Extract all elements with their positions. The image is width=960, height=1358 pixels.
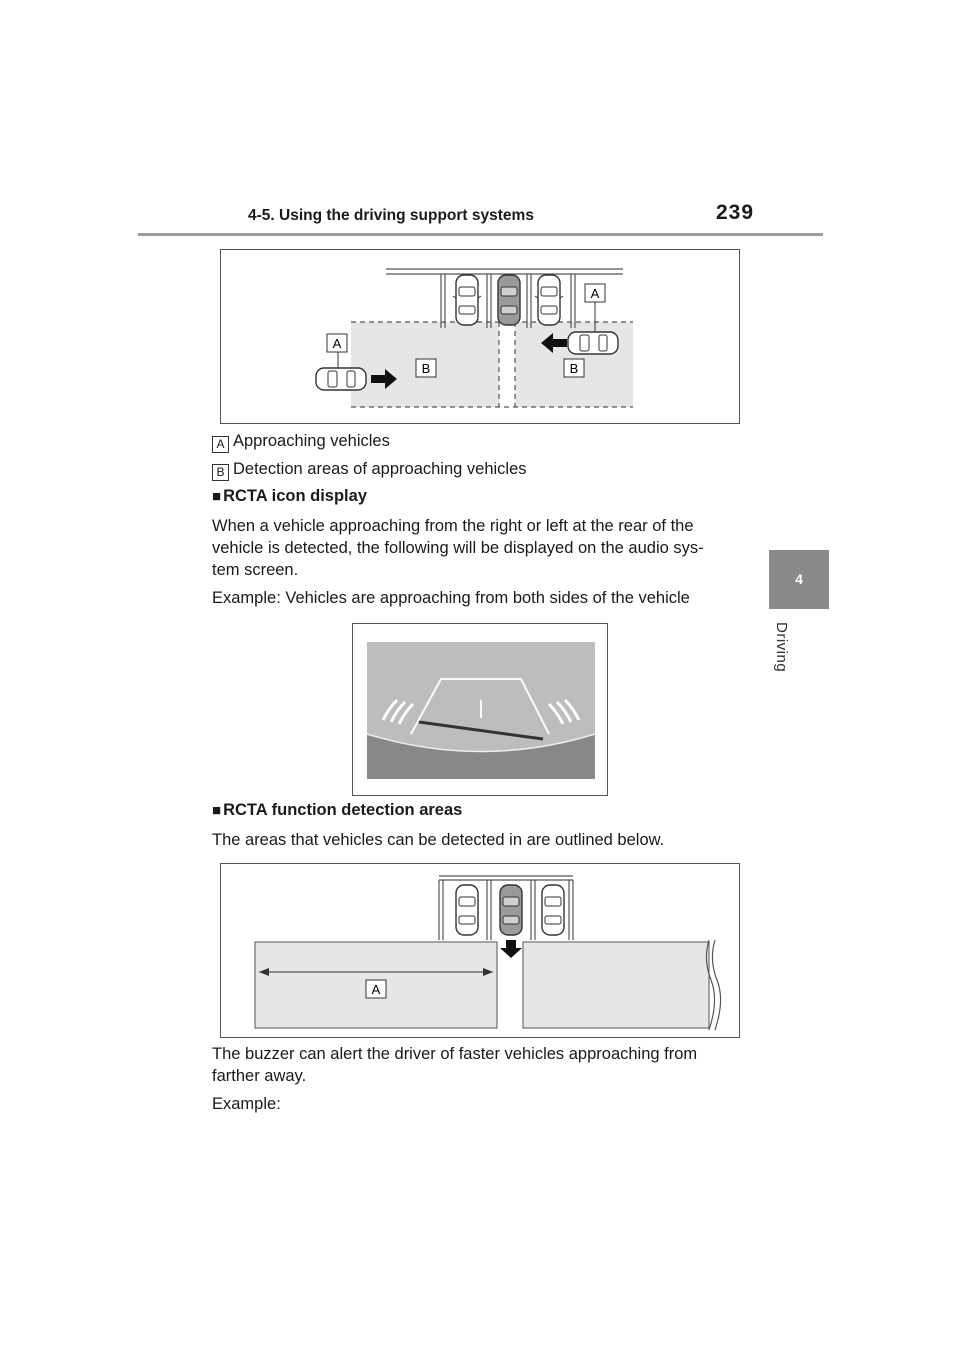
square-bullet-icon: ■ <box>212 802 222 819</box>
arrow-down-icon <box>500 940 522 958</box>
approaching-vehicles-figure <box>220 249 740 424</box>
icon-display-paragraph: When a vehicle approaching from the right or left at the rear of the vehicle is detected, the following will be displayed on the audio sys- tem screen. <box>212 517 704 579</box>
svg-text:A: A <box>371 982 381 997</box>
parked-car-icon <box>453 275 481 325</box>
parked-car-icon <box>535 275 563 325</box>
detection-areas-figure <box>220 863 740 1038</box>
legend-key-b: B <box>212 464 229 481</box>
own-vehicle-icon <box>500 885 522 935</box>
own-vehicle-icon <box>498 275 520 325</box>
chapter-label: Driving <box>773 622 790 673</box>
parked-car-icon <box>542 885 564 935</box>
chapter-tab[interactable]: 4 <box>769 550 829 609</box>
legend-item-a <box>212 431 390 453</box>
svg-text:B: B <box>569 361 579 376</box>
label-a-left <box>327 334 347 352</box>
label-b-right <box>564 359 584 377</box>
header-divider <box>138 233 823 236</box>
detection-area-right <box>523 942 709 1028</box>
legend-item-b <box>212 459 527 481</box>
section-heading-icon-display: ■ RCTA icon display <box>212 487 367 505</box>
legend-text-a: Approaching vehicles <box>233 432 390 450</box>
label-a <box>366 980 386 998</box>
square-bullet-icon: ■ <box>212 488 222 505</box>
icon-display-example: Example: Vehicles are approaching from both sides of the vehicle <box>212 589 690 607</box>
rcta-screen-figure <box>352 623 608 796</box>
label-b-left <box>416 359 436 377</box>
closing-example: Example: <box>212 1095 281 1113</box>
svg-text:B: B <box>421 361 431 376</box>
legend-text-b: Detection areas of approaching vehicles <box>233 460 527 478</box>
label-a-right <box>585 284 605 302</box>
closing-paragraph: The buzzer can alert the driver of faster vehicles approaching from farther away. <box>212 1045 698 1085</box>
section-heading-detection-areas: ■ RCTA function detection areas <box>212 801 463 819</box>
detection-areas-paragraph: The areas that vehicles can be detected in are outlined below. <box>212 831 665 849</box>
approaching-car-left-icon <box>316 368 366 390</box>
svg-text:A: A <box>590 286 600 301</box>
approaching-car-right-icon <box>568 332 618 354</box>
section-title: 4-5. Using the driving support systems <box>248 207 534 224</box>
parked-car-icon <box>456 885 478 935</box>
legend-key-a: A <box>212 436 229 453</box>
svg-text:A: A <box>332 336 342 351</box>
page-number: 239 <box>716 201 755 224</box>
